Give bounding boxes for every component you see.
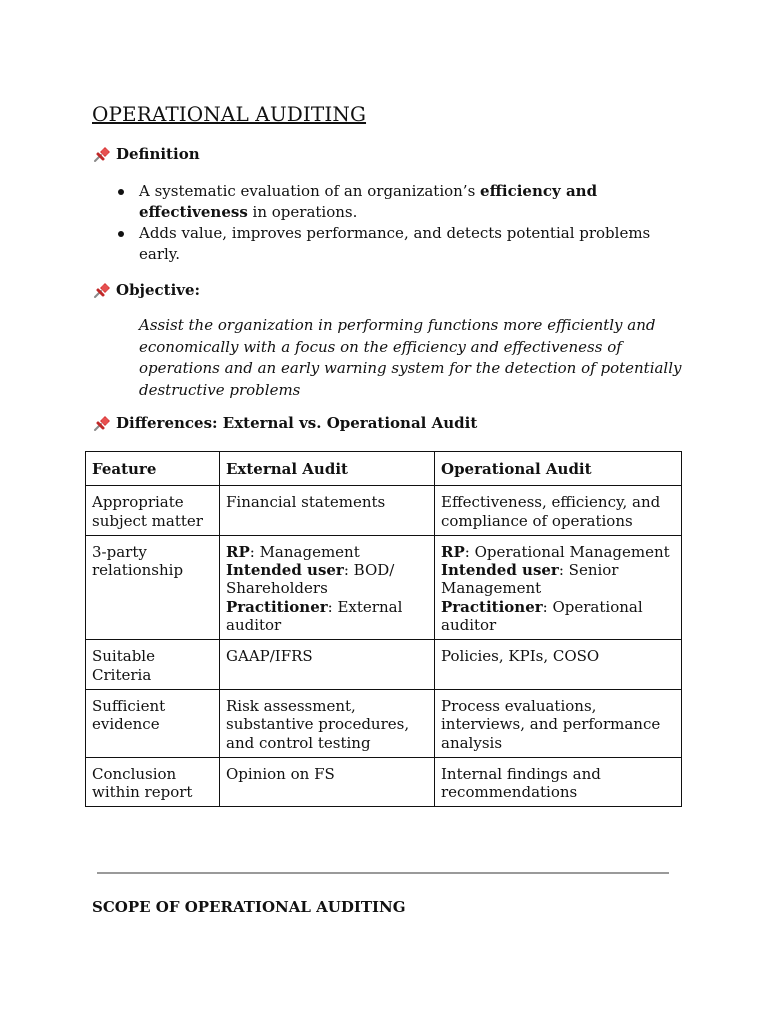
- table-cell: Suitable Criteria: [86, 640, 220, 690]
- table-cell: Financial statements: [220, 486, 435, 536]
- definition-heading: [92, 145, 200, 163]
- table-cell: Opinion on FS: [220, 757, 435, 807]
- horizontal-divider: [97, 872, 669, 874]
- cell-label: Practitioner: [226, 597, 328, 616]
- objective-heading: [92, 281, 200, 299]
- table-row: [86, 689, 682, 757]
- cell-label: RP: [441, 542, 465, 561]
- table-header-row: [86, 452, 682, 486]
- cell-label: Intended user: [441, 561, 559, 580]
- cell-value: : Management: [249, 542, 360, 561]
- table-cell: 3-party relationship: [86, 535, 220, 639]
- page-title: OPERATIONAL AUDITING: [92, 102, 367, 126]
- pushpin-icon: [92, 145, 112, 163]
- table-cell: Sufficient evidence: [86, 689, 220, 757]
- table-row: [86, 640, 682, 690]
- definition-heading-text: Definition: [116, 145, 200, 163]
- differences-table: [85, 451, 682, 807]
- bullet-text: in operations.: [247, 203, 358, 221]
- cell-value: : External auditor: [226, 597, 403, 635]
- cell-value: : BOD/ Shareholders: [226, 561, 395, 598]
- bullet-text: Adds value, improves performance, and detects potential problems early.: [139, 224, 651, 263]
- table-cell: Process evaluations, interviews, and performance analysis: [435, 689, 682, 757]
- scope-heading: SCOPE OF OPERATIONAL AUDITING: [92, 898, 406, 916]
- table-row: [86, 535, 682, 639]
- table-cell: [435, 535, 682, 639]
- table-row: [86, 486, 682, 536]
- table-cell: GAAP/IFRS: [220, 640, 435, 690]
- cell-label: RP: [226, 542, 250, 561]
- cell-label: Intended user: [226, 561, 344, 580]
- differences-heading-text: Differences: External vs. Operational Audit: [116, 414, 478, 432]
- differences-heading: [92, 414, 477, 432]
- table-cell: Appropriate subject matter: [86, 486, 220, 536]
- objective-heading-text: Objective:: [116, 281, 201, 299]
- definition-list: [115, 181, 675, 265]
- table-cell: Internal findings and recommendations: [435, 757, 682, 807]
- column-header: Operational Audit: [435, 452, 682, 486]
- table-cell: Effectiveness, efficiency, and compliance of operations: [435, 486, 682, 536]
- table-row: [86, 757, 682, 807]
- table-cell: [220, 535, 435, 639]
- bullet-text: A systematic evaluation of an organization’s: [139, 182, 481, 200]
- objective-text: Assist the organization in performing functions more efficiently and economically with a focus on the efficiency and effectiveness of operations and an early warning system for the detection of potentially destructive problems: [139, 316, 682, 399]
- table-cell: Policies, KPIs, COSO: [435, 640, 682, 690]
- bullet-bold-text: efficiency and effectiveness: [139, 182, 598, 221]
- cell-value: : Operational auditor: [441, 597, 643, 635]
- cell-label: Practitioner: [441, 597, 543, 616]
- list-item: [115, 181, 675, 223]
- column-header: Feature: [86, 452, 220, 486]
- list-item: [115, 223, 675, 265]
- cell-value: : Operational Management: [464, 542, 670, 561]
- column-header: External Audit: [220, 452, 435, 486]
- pushpin-icon: [92, 281, 112, 299]
- cell-value: : Senior Management: [441, 561, 619, 598]
- pushpin-icon: [92, 414, 112, 432]
- table-cell: Conclusion within report: [86, 757, 220, 807]
- table-cell: Risk assessment, substantive procedures, and control testing: [220, 689, 435, 757]
